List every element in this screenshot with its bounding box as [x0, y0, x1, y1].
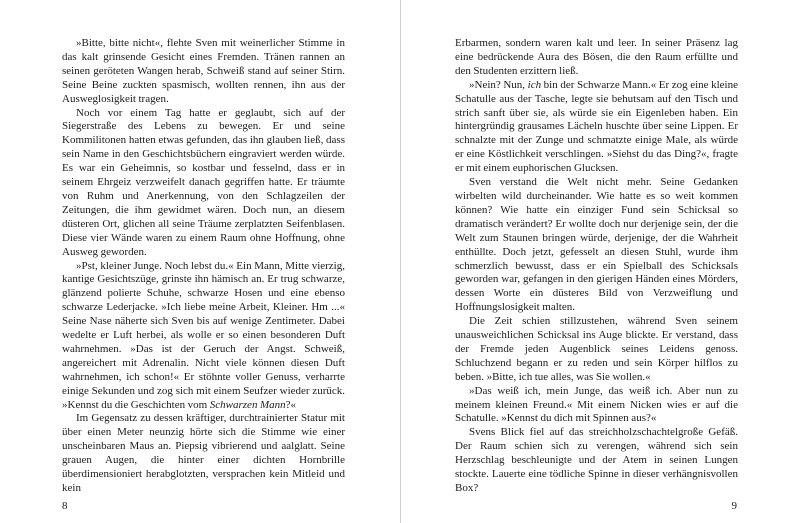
text-run: ?« — [285, 398, 297, 411]
text-run: Erbarmen, sondern waren kalt und leer. In seiner Präsenz lag eine bedrückende Aura des Bösen, die den Raum erfüllte und den Studenten erzittern ließ. — [455, 37, 738, 77]
text-run: »Pst, kleiner Junge. Noch lebst du.« Ein Mann, Mitte vierzig, kantige Gesichtszüge, grinste ihn hämisch an. Er trug schwarze, glänzend polierte Schuhe, schwarze Hosen und eine ebenso schwarze Lederjacke. »Ich liebe meine Arbeit, Kleiner. Hm ...« Seine Nase näherte sich Sven bis auf wenige Zentimeter. Dabei wedelte er Luft herbei, als wolle er so einen besonderen Duft wahrnehmen. »Das ist der Geruch der Angst. Schweiß, angereichert mit Adrenalin. Nicht viele können diesen Duft wahrnehmen, ich schon!« Er stöhnte voller Genuss, verharrte einige Sekunden und zog sich mit einem Seufzer wieder zurück. »Kennst du die Geschichten vom — [62, 259, 345, 411]
page-number-right: 9 — [731, 500, 737, 512]
paragraph — [455, 79, 738, 176]
paragraph — [62, 412, 345, 495]
text-run: bin der Schwarze Mann.« Er zog eine kleine Schatulle aus der Tasche, legte sie behutsam auf den Tisch und strich sanft über sie, als würde sie ein Eigenleben haben. Ein hintergründig grausames Lächeln huschte über seine Lippen. Er schnalzte mit der Zunge und schmatzte einige Male, als würde er eine Köstlichkeit verschlingen. »Siehst du das Ding?«, fragte er mit einem euphorischen Glucksen. — [455, 78, 738, 175]
text-run: »Das weiß ich, mein Junge, das weiß ich. Aber nun zu meinem kleinen Freund.« Mit einem Nicken wies er auf die Schatulle. »Kennst du dich mit Spinnen aus?« — [455, 384, 738, 425]
emphasized-text-run: Schwarzen Mann — [209, 398, 286, 411]
emphasized-text-run: ich — [527, 78, 542, 91]
text-run: Noch vor einem Tag hatte er geglaubt, sich auf der Siegerstraße des Lebens zu bewegen. Er und seine Kommilitonen hatten etwas gefunden, das ihn glauben ließ, dass sein Name in den Geschichtsbüchern eingraviert werden würde. Es war ein Geheimnis, so kostbar und fesselnd, dass er in seinem Ehrgeiz verzweifelt danach gegriffen hatte. Er träumte von Ruhm und Anerkennung, von den Schlagzeilen der Zeitungen, die ihm gewidmet wären. Doch nun, an diesem düsteren Ort, glichen all seine Träume zerplatzten Seifenblasen. Diese vier Wände waren zu einem Raum ohne Hoffnung, ohne Ausweg geworden. — [62, 106, 345, 258]
page-left-text — [62, 37, 345, 496]
paragraph — [62, 37, 345, 107]
text-run: Im Gegensatz zu dessen kräftiger, durchtrainierter Statur mit über einen Meter neunzig hörte sich die Stimme wie einer unscheinbaren Maus an. Piepsig vibrierend und aalglatt. Seine grauen Augen, die hinter einer dichten Hornbrille überdimensioniert herabglotzten, versprachen kein Mitleid und kein — [62, 412, 345, 494]
paragraph — [455, 426, 738, 496]
paragraph — [455, 315, 738, 385]
page-right-text — [455, 37, 738, 496]
page-right — [400, 0, 800, 523]
paragraph — [62, 260, 345, 413]
text-run: »Nein? Nun, — [469, 78, 528, 91]
text-run: Svens Blick fiel auf das streichholzschachtelgroße Gefäß. Der Raum schien sich zu verengen, während sich sein Herzschlag beschleunigte und der Atem in seinen Lungen stockte. Lauerte eine tödliche Spinne in dieser verhängnisvollen Box? — [455, 426, 738, 494]
paragraph — [62, 107, 345, 260]
paragraph — [455, 176, 738, 315]
paragraph — [455, 37, 738, 79]
text-run: Die Zeit schien stillzustehen, während Sven seinem unausweichlichen Schicksal ins Auge blickte. Er verstand, dass der Fremde jeden Augenblick seines Leidens genoss. Schluchzend begann er zu reden und sein Körper hilflos zu beben. »Bitte, ich tue alles, was Sie wollen.« — [455, 315, 738, 383]
text-run: Sven verstand die Welt nicht mehr. Seine Gedanken wirbelten wild durcheinander. Wie hatte es so weit kommen können? Wie hatte ein einziger Fund sein Schicksal so dramatisch verändert? Er wollte doch nur derjenige sein, der die Welt zum Staunen bringen würde, derjenige, der die Wahrheit enthüllte. Doch jetzt, gefesselt an diesen Stuhl, wurde ihm schmerzlich bewusst, dass er ein Spielball des Schicksals geworden war, gefangen in den gierigen Händen eines Mörders, dessen Worte ein düsteres Bild von Verzweiflung und Hoffnungslosigkeit malten. — [455, 176, 738, 314]
text-run: »Bitte, bitte nicht«, flehte Sven mit weinerlicher Stimme in das kalt grinsende Gesicht eines Fremden. Tränen rannen an seinen geröteten Wangen herab, Schweiß stand auf seiner Stirn. Seine Beine zuckten spasmisch, wollten rennen, ihn aus der Ausweglosigkeit tragen. — [62, 37, 345, 105]
paragraph — [455, 385, 738, 427]
page-number-left: 8 — [62, 500, 68, 512]
